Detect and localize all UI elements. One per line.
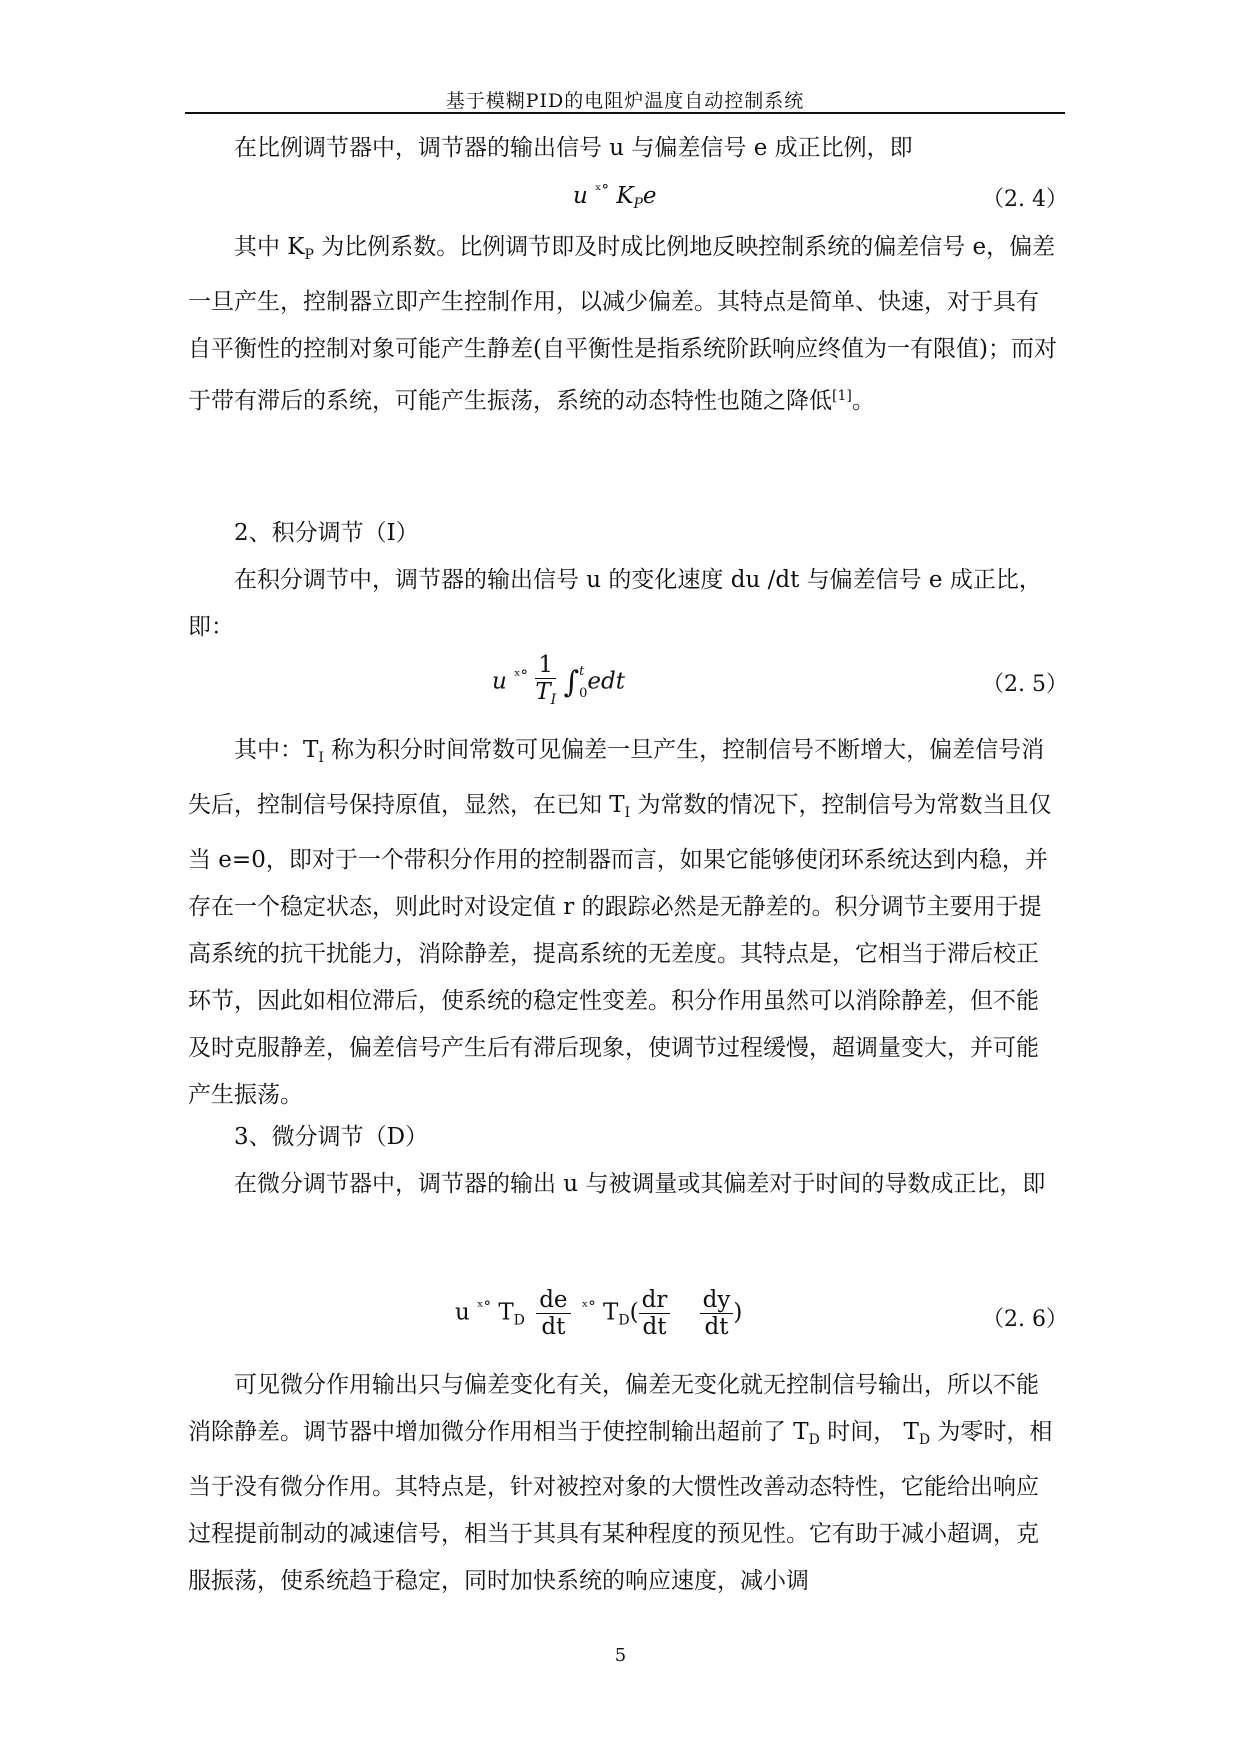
eq26-equals-glyph-2: ˣ°: [581, 1297, 596, 1316]
eq25-integrand: edt: [587, 668, 625, 695]
p4-sub-2: I: [624, 805, 631, 821]
equation-number-2-4: （2. 4）: [982, 187, 1068, 212]
eq25-integral-sign: ∫: [563, 665, 580, 700]
eq24-equals-glyph: ˣ°: [595, 181, 609, 199]
eq26-lhs: u: [455, 1299, 470, 1326]
eq26-lparen: (: [629, 1299, 639, 1326]
running-header: 基于模糊PID的电阻炉温度自动控制系统: [445, 90, 805, 112]
p2-sub: P: [304, 247, 314, 263]
eq26-den-2: dt: [642, 1314, 667, 1340]
eq26-fraction-2: [639, 1287, 671, 1340]
eq25-numerator: 1: [535, 652, 556, 679]
eq24-k-sub: P: [633, 196, 643, 212]
eq26-t-sub: D: [513, 1312, 525, 1329]
equation-2-4: [573, 181, 657, 212]
eq25-den-sub: I: [550, 692, 557, 708]
eq26-num-1: de: [536, 1287, 570, 1314]
eq26-num-3: dy: [700, 1287, 734, 1314]
p4-text-b: 称为积分时间常数可见偏差一旦产生，控制信号不断增大，偏差信号消失后，控制信号保持原值，显然，在已知 T: [188, 737, 1045, 818]
eq24-e: e: [642, 183, 657, 209]
eq25-lhs: u: [492, 668, 507, 695]
p4-sub-1: I: [318, 750, 324, 766]
eq25-den-t: T: [535, 679, 551, 705]
paragraph-integral-intro: 在积分调节中，调节器的输出信号 u 的变化速度 du /dt 与偏差信号 e 成正比，即：: [188, 567, 1042, 640]
p2-text-end: 。: [851, 388, 875, 414]
eq24-k: K: [616, 183, 634, 209]
p6-sub-1: D: [808, 1432, 820, 1448]
eq24-lhs: u: [573, 183, 588, 209]
citation-ref: [1]: [832, 388, 852, 404]
eq25-equals-glyph: ˣ°: [514, 666, 528, 685]
p6-text-a: 可见微分作用输出只与偏差变化有关，偏差无变化就无控制信号输出，所以不能消除静差。调节器中增加微分作用相当于使控制输出超前了 T: [188, 1372, 1039, 1445]
eq25-fraction: [535, 652, 556, 713]
p2-text-b: 为比例系数。比例调节即及时成比例地反映控制系统的偏差信号 e，偏差一旦产生，控制器立即产生控制作用，以减少偏差。其特点是简单、快速，对于具有自平衡性的控制对象可能产生静差(自平衡性是指系统阶跃响应终值为一有限值)；而对于带有滞后的系统，可能产生振荡，系统的动态特性也随之降低: [188, 234, 1057, 414]
p6-text-c: 为零时，相当于没有微分作用。其特点是，针对被控对象的大惯性改善动态特性，它能给出响应过程提前制动的减速信号，相当于其具有某种程度的预见性。它有助于减小超调，克服振荡，使系统趋于稳定，同时加快系统的响应速度，减小调: [188, 1419, 1053, 1594]
p4-text-c: 为常数的情况下，控制信号为常数当且仅当 e=0，即对于一个带积分作用的控制器而言，如果它能够使闭环系统达到内稳，并存在一个稳定状态，则此时对设定值 r 的跟踪必然是无静差的。积分调节主要用于提高系统的抗干扰能力，消除静差，提高系统的无差度。其特点是，它相当于滞后校正环节，因此如相位滞后，使系统的稳定性变差。积分作用虽然可以消除静差，但不能及时克服静差，偏差信号产生后有滞后现象，使调节过程缓慢，超调量变大，并可能产生振荡。: [188, 792, 1052, 1108]
paragraph-derivative-desc: [188, 1362, 1058, 1605]
eq26-den-3: dt: [704, 1314, 729, 1340]
paragraph-proportional-desc: [188, 224, 1058, 425]
eq25-denominator: [535, 679, 556, 713]
eq25-upper-limit: t: [579, 663, 585, 679]
equation-2-6: [455, 1287, 742, 1340]
section-heading-integral: 2、积分调节（I）: [234, 520, 419, 546]
p2-text-a: 其中 K: [234, 234, 305, 260]
eq26-fraction-1: [536, 1287, 570, 1340]
paragraph-proportional-intro: 在比例调节器中，调节器的输出信号 u 与偏差信号 e 成正比例，即: [234, 135, 913, 161]
eq26-fraction-3: [700, 1287, 734, 1340]
page-number: 5: [614, 1645, 627, 1666]
paragraph-integral-desc: [188, 727, 1058, 1119]
eq26-num-2: dr: [639, 1287, 671, 1314]
eq26-equals-glyph: ˣ°: [477, 1297, 491, 1316]
paragraph-derivative-intro: 在微分调节器中，调节器的输出 u 与被调量或其偏差对于时间的导数成正比，即: [234, 1171, 1046, 1197]
equation-2-5: [492, 652, 625, 713]
equation-number-2-5: （2. 5）: [982, 672, 1068, 697]
section-heading-derivative: 3、微分调节（D）: [234, 1124, 429, 1150]
eq26-den-1: dt: [541, 1314, 566, 1340]
eq26-t2-sub: D: [618, 1312, 630, 1329]
eq26-t: T: [498, 1299, 514, 1326]
p4-text-a: 其中：T: [234, 737, 319, 763]
header-rule: [185, 112, 1065, 114]
equation-number-2-6: （2. 6）: [982, 1307, 1068, 1332]
p6-sub-2: D: [918, 1432, 931, 1448]
eq25-lower-limit: 0: [579, 685, 588, 701]
p6-text-b: 时间， T: [819, 1419, 919, 1445]
eq26-rparen: ): [733, 1299, 743, 1326]
eq26-t2: T: [603, 1299, 619, 1326]
